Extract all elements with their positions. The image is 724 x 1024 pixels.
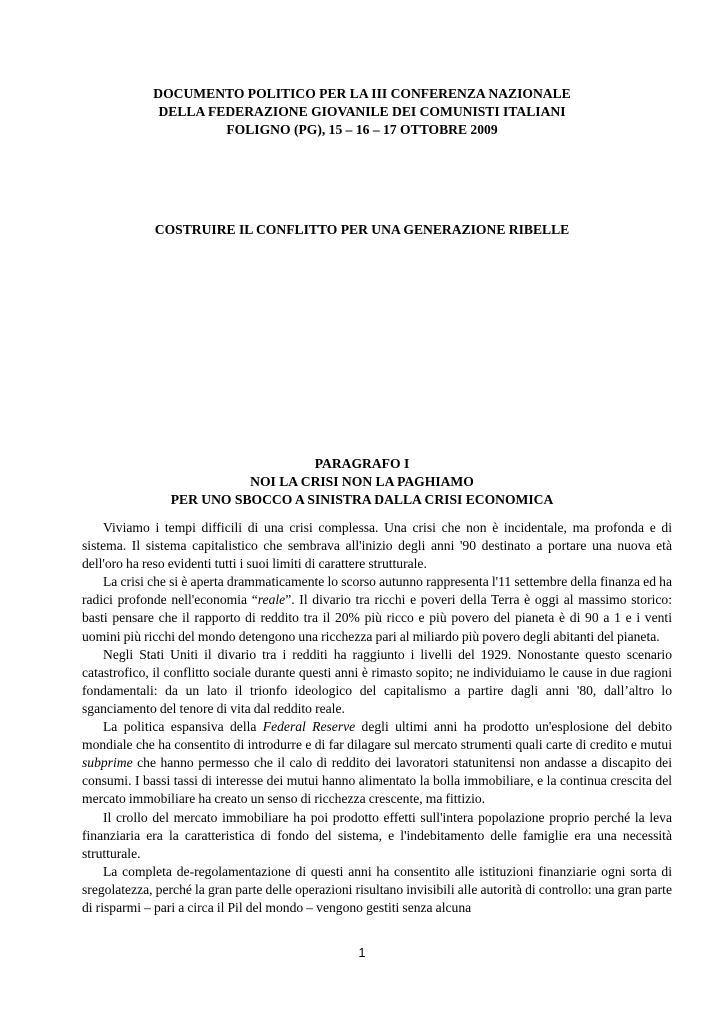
paragraph-2-text-a: La crisi che si è aperta drammaticamente lo scorso autunno rappresenta l'11 settembre della finanza ed ha radici profonde nell'economia “ <box>82 574 672 608</box>
paragraph-6: La completa de-regolamentazione di questi anni ha consentito alle istituzioni finanziarie ogni sorta di sregolatezza, perché la gran parte delle operazioni risultano invisibili alle autorità di controllo: una gran parte di risparmi – pari a circa il Pil del mondo – vengono gestiti senza alcuna <box>82 863 672 915</box>
document-subtitle: COSTRUIRE IL CONFLITTO PER UNA GENERAZIONE RIBELLE <box>154 222 570 237</box>
body-text <box>82 519 672 917</box>
paragraph-4-emphasis-2: subprime <box>82 755 133 771</box>
paragraph-2-emphasis: reale <box>257 592 286 608</box>
section-title: NOI LA CRISI NON LA PAGHIAMO <box>250 474 474 489</box>
paragraph-4 <box>82 718 672 808</box>
header-line-1: DOCUMENTO POLITICO PER LA III CONFERENZA NAZIONALE <box>153 86 571 101</box>
paragraph-1: Viviamo i tempi difficili di una crisi complessa. Una crisi che non è incidentale, ma profonda e di sistema. Il sistema capitalistico che sembrava all'inizio degli anni '90 destinato a portare una nuova età dell'oro ha reso evidenti tutti i suoi limiti di carattere strutturale. <box>82 520 672 572</box>
document-header <box>60 85 664 139</box>
paragraph-4-text-a: La politica espansiva della <box>103 719 263 735</box>
section-label: PARAGRAFO I <box>314 456 410 471</box>
paragraph-5: Il crollo del mercato immobiliare ha poi prodotto effetti sull'intera popolazione proprio perché la leva finanziaria era la caratteristica di fondo del sistema, e l'indebitamento delle famiglie era una necessità strutturale. <box>82 809 672 861</box>
paragraph-4-emphasis-1: Federal Reserve <box>262 719 356 735</box>
header-line-2: DELLA FEDERAZIONE GIOVANILE DEI COMUNISTI ITALIANI <box>158 104 566 119</box>
paragraph-2 <box>82 573 672 645</box>
section-heading <box>60 455 664 509</box>
paragraph-4-text-c: che hanno permesso che il calo di reddito dei lavoratori statunitensi non andasse a discapito dei consumi. I bassi tassi di interesse dei mutui hanno alimentato la bolla immobiliare, e la continua crescita del mercato immobiliare ha creato un senso di ricchezza crescente, ma fittizio. <box>82 755 672 807</box>
paragraph-3: Negli Stati Uniti il divario tra i redditi ha raggiunto i livelli del 1929. Nonostante questo scenario catastrofico, il conflitto sociale durante questi anni è rimasto sopito; ne individuiamo le cause in due ragioni fondamentali: da un lato il trionfo ideologico del capitalismo a partire dagli anni '80, dall’altro lo sganciamento del tenore di vita dal reddito reale. <box>82 646 672 716</box>
header-line-3: FOLIGNO (PG), 15 – 16 – 17 OTTOBRE 2009 <box>226 122 498 137</box>
paragraph-2-text-b: ”. Il divario tra ricchi e poveri della Terra è oggi al massimo storico: basti pensare che il rapporto di reddito tra il 20% più ricco e più povero del pianeta è di 90 a 1 e i venti uomini più ricchi del mondo detengono una ricchezza pari al miliardo più povero degli abitanti del pianeta. <box>82 592 672 644</box>
page-number: 1 <box>358 946 366 960</box>
section-subtitle: PER UNO SBOCCO A SINISTRA DALLA CRISI ECONOMICA <box>170 492 554 507</box>
paragraph-4-text-b: degli ultimi anni ha prodotto un'esplosione del debito mondiale che ha consentito di introdurre e di far dilagare sul mercato strumenti quali carte di credito e mutui <box>82 719 673 753</box>
